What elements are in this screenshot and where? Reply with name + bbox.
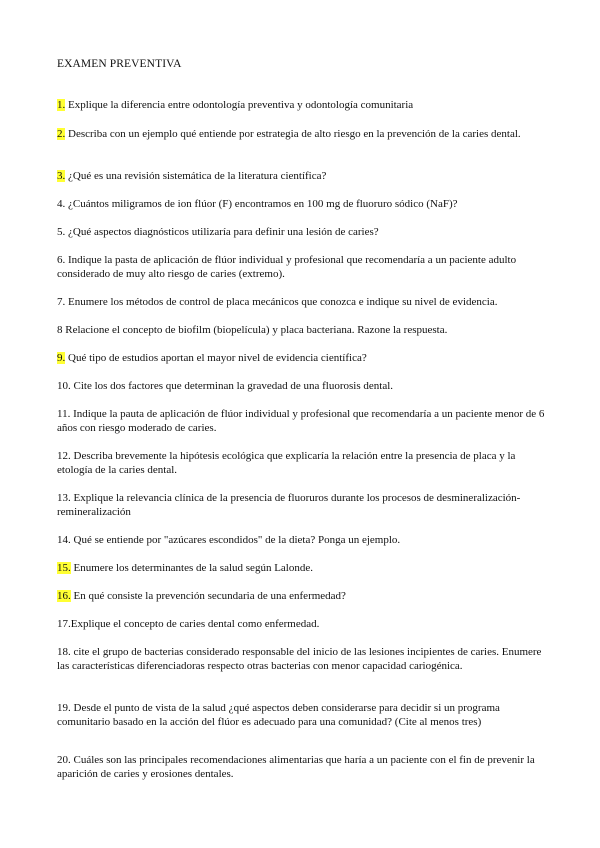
question-number: 20.: [57, 754, 71, 766]
question-19: [57, 701, 547, 729]
question-number: 4.: [57, 198, 66, 210]
question-7: [57, 295, 547, 309]
question-18: [57, 645, 547, 673]
question-10: [57, 379, 547, 393]
question-text: cite el grupo de bacterias considerado responsable del inicio de las lesiones incipientes de caries. Enumere las características diferenciadoras respecto otras bacterias con menor capacidad cariogénica.: [57, 646, 542, 672]
question-4: [57, 197, 547, 211]
question-14: [57, 533, 547, 547]
question-20: [57, 753, 547, 781]
question-text: Enumere los determinantes de la salud según Lalonde.: [70, 562, 313, 574]
question-16: [57, 589, 547, 603]
question-text: Indique la pasta de aplicación de flúor individual y profesional que recomendaría a un paciente adulto considerado de muy alto riesgo de caries (extremo).: [57, 254, 517, 280]
question-5: [57, 225, 547, 239]
question-text: ¿Qué aspectos diagnósticos utilizaría para definir una lesión de caries?: [65, 226, 379, 238]
question-number: 9.: [57, 352, 66, 364]
question-text: ¿Qué es una revisión sistemática de la literatura científica?: [65, 170, 327, 182]
question-text: Explique la diferencia entre odontología preventiva y odontología comunitaria: [65, 99, 414, 111]
question-12: [57, 449, 547, 477]
question-number: 10.: [57, 380, 71, 392]
page-title: EXAMEN PREVENTIVA: [57, 58, 182, 70]
question-number: 18.: [57, 646, 71, 658]
question-text: Cuáles son las principales recomendaciones alimentarias que haría a un paciente con el fin de prevenir la aparición de caries y erosiones dentales.: [57, 754, 535, 780]
question-number: 11.: [57, 408, 71, 420]
question-text: Qué se entiende por "azúcares escondidos" de la dieta? Ponga un ejemplo.: [70, 534, 401, 546]
question-15: [57, 561, 547, 575]
question-number: 17.: [57, 618, 71, 630]
question-number: 12.: [57, 450, 71, 462]
question-number: 14.: [57, 534, 71, 546]
question-text: Desde el punto de vista de la salud ¿qué aspectos deben considerarse para decidir si un programa comunitario basado en la acción del flúor es adecuado para una comunidad? (Cite al menos tres): [57, 702, 500, 728]
question-2: [57, 127, 547, 141]
question-11: [57, 407, 547, 435]
question-number: 15.: [57, 562, 71, 574]
question-number: 16.: [57, 590, 71, 602]
question-number: 5.: [57, 226, 66, 238]
question-9: [57, 351, 547, 365]
question-text: Relacione el concepto de biofilm (biopelícula) y placa bacteriana. Razone la respuesta.: [62, 324, 448, 336]
question-text: Indique la pauta de aplicación de flúor individual y profesional que recomendaría a un paciente menor de 6 años con riesgo moderado de caries.: [57, 408, 545, 434]
question-text: Enumere los métodos de control de placa mecánicos que conozca e indique su nivel de evidencia.: [65, 296, 498, 308]
question-number: 2.: [57, 128, 66, 140]
question-3: [57, 169, 547, 183]
question-text: En qué consiste la prevención secundaria de una enfermedad?: [70, 590, 346, 602]
question-number: 19.: [57, 702, 71, 714]
question-13: [57, 491, 547, 519]
question-number: 3.: [57, 170, 66, 182]
question-text: ¿Cuántos miligramos de ion flúor (F) encontramos en 100 mg de fluoruro sódico (NaF)?: [65, 198, 458, 210]
question-6: [57, 253, 547, 281]
question-text: Qué tipo de estudios aportan el mayor nivel de evidencia científica?: [65, 352, 367, 364]
question-number: 6.: [57, 254, 66, 266]
question-text: Explique la relevancia clínica de la presencia de fluoruros durante los procesos de desmineralización-remineralización: [57, 492, 521, 518]
question-number: 7.: [57, 296, 66, 308]
question-text: Describa brevemente la hipótesis ecológica que explicaría la relación entre la presencia de placa y la etología de la caries dental.: [57, 450, 516, 476]
question-17: [57, 617, 547, 631]
question-text: Cite los dos factores que determinan la gravedad de una fluorosis dental.: [70, 380, 394, 392]
question-8: [57, 323, 547, 337]
question-text: Describa con un ejemplo qué entiende por estrategia de alto riesgo en la prevención de la caries dental.: [65, 128, 521, 140]
question-text: Explique el concepto de caries dental como enfermedad.: [70, 618, 320, 630]
question-number: 13.: [57, 492, 71, 504]
question-1: [57, 98, 547, 112]
question-number: 1.: [57, 99, 66, 111]
question-number: 8: [57, 324, 63, 336]
